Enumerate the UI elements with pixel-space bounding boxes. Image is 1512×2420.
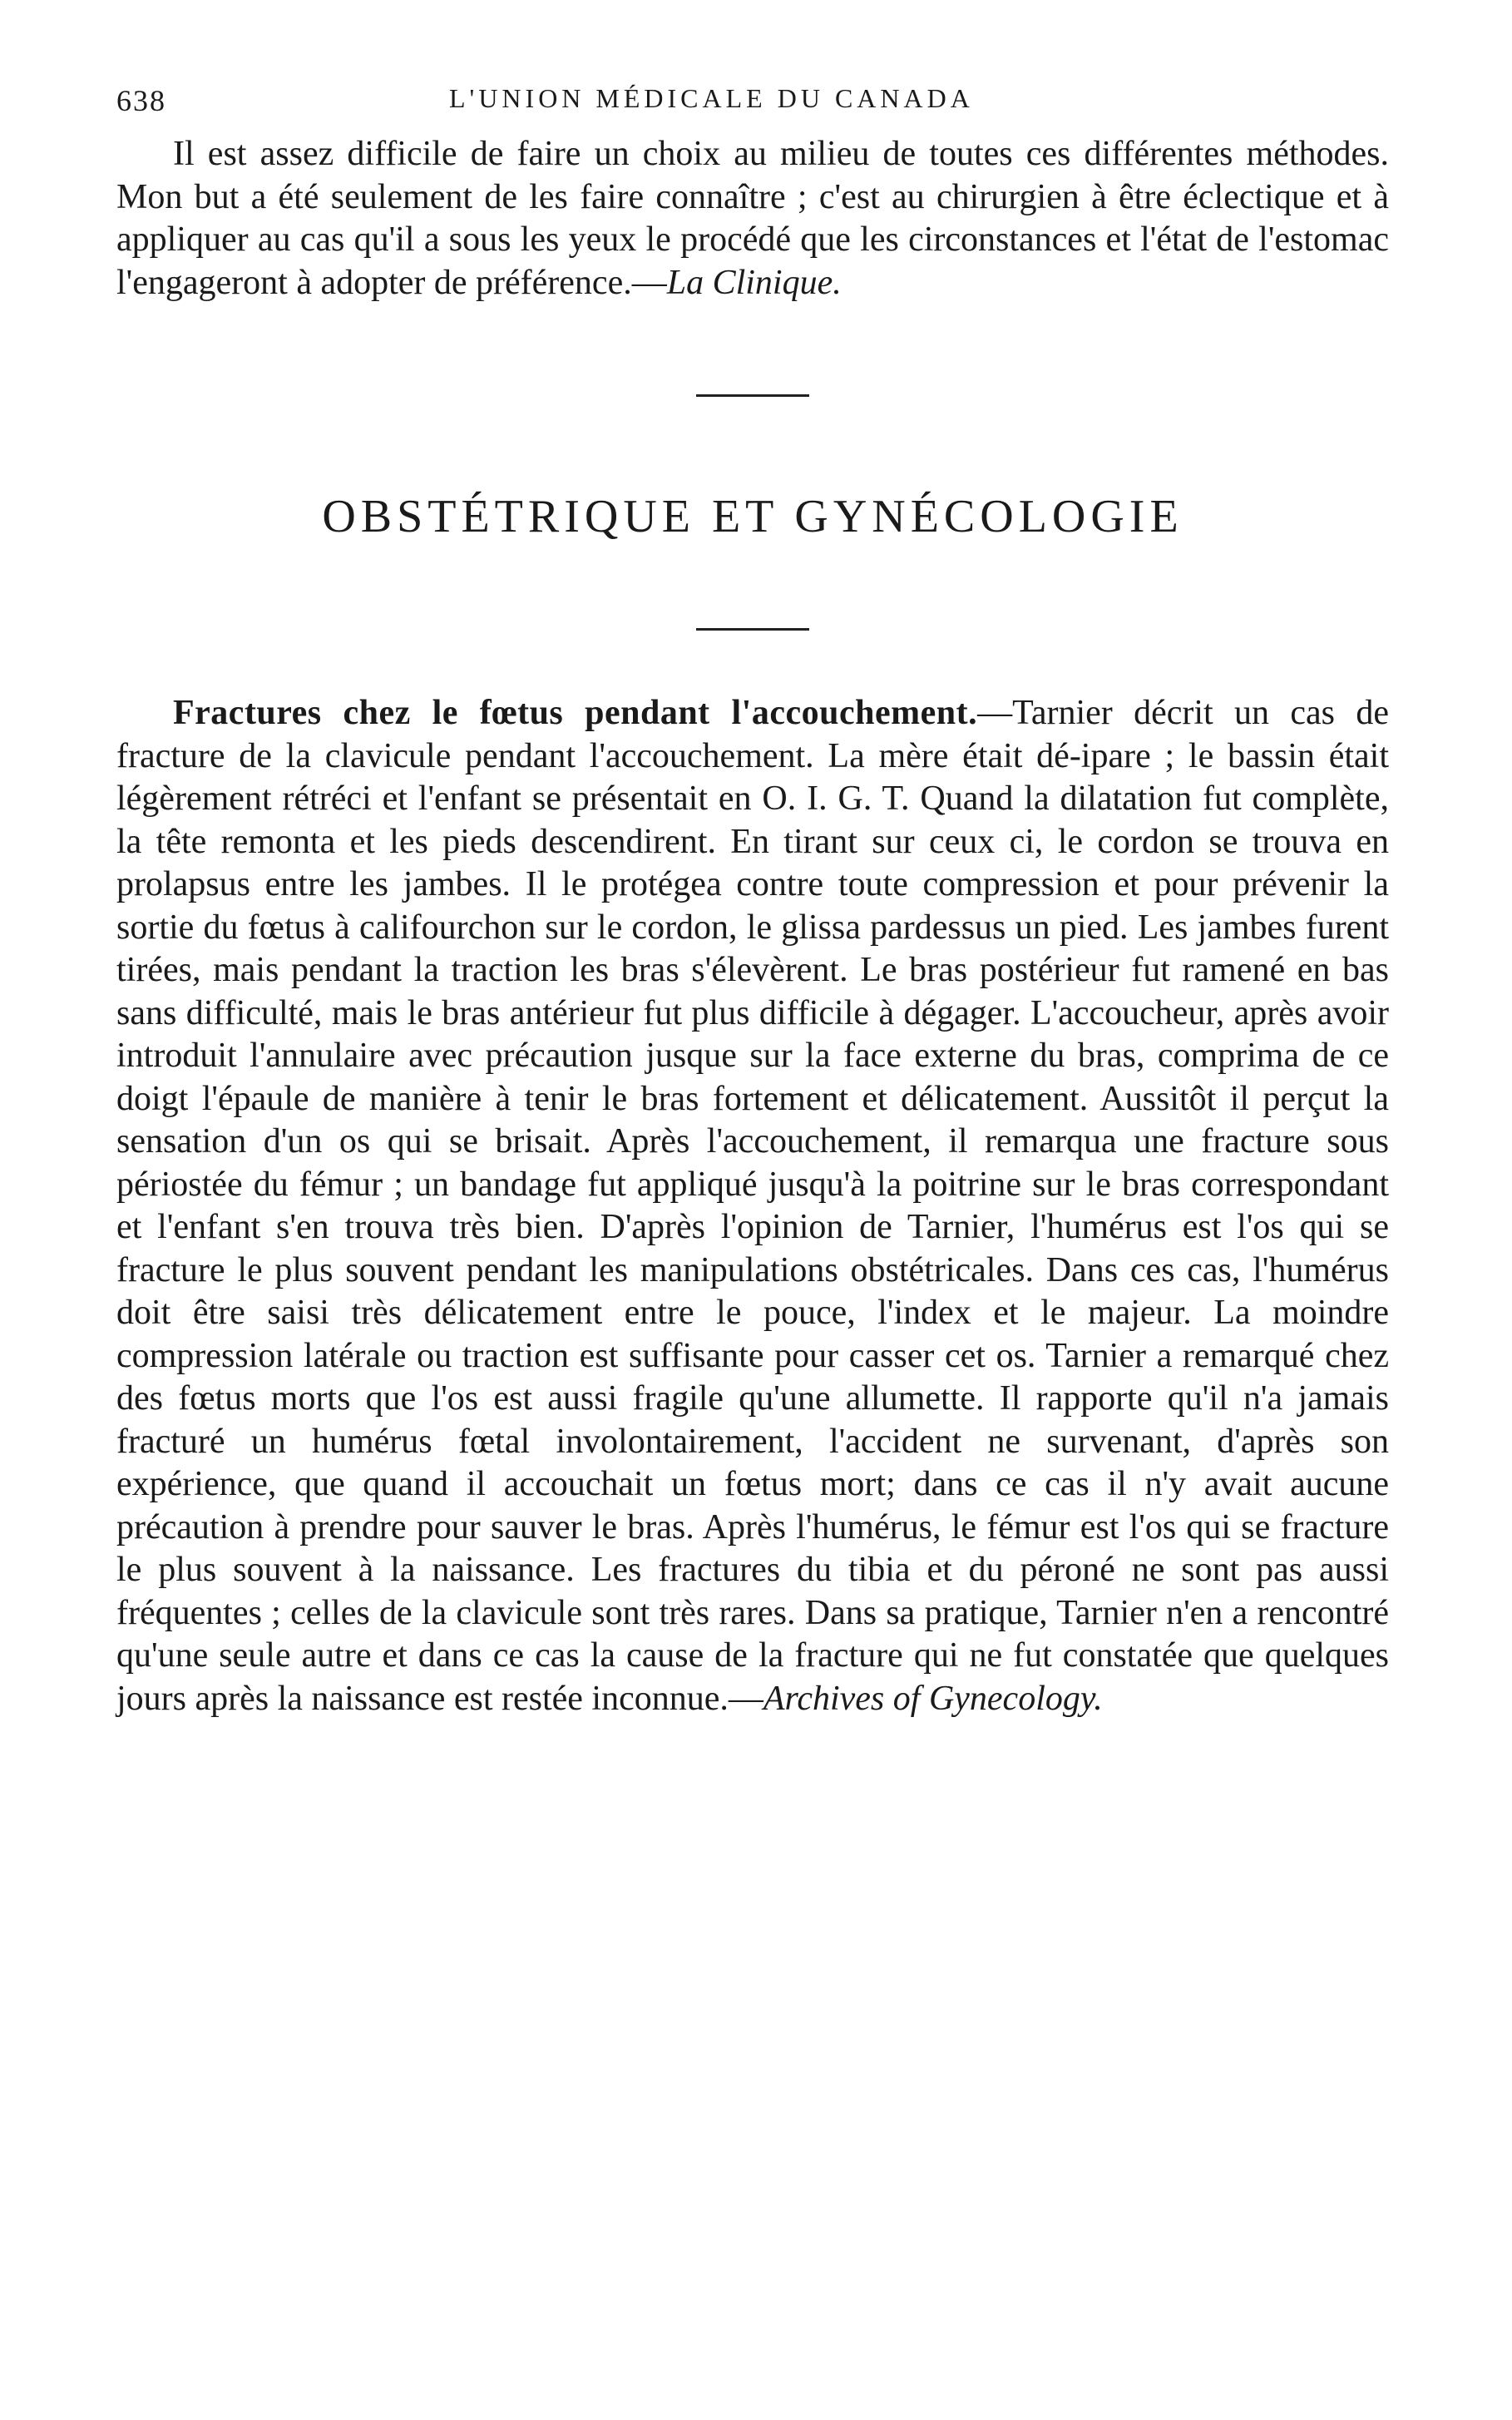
section-rule-bottom (696, 628, 809, 631)
page (116, 83, 1389, 1720)
article-title: Fractures chez le fœtus pendant l'accouchement. (173, 694, 978, 732)
running-head (116, 83, 1389, 133)
intro-source-citation: La Clinique. (666, 263, 842, 302)
intro-paragraph-text: Il est assez difficile de faire un choix au milieu de toutes ces différentes méthodes. Mon but a été seulement de les faire connaître ; c'est au chirurgien à être éclectique et à appliquer au cas qu'il a sous les yeux le procédé que les circonstances et l'état de l'estomac l'engageront à adopter de préférence.— (116, 135, 1389, 302)
section-heading: OBSTÉTRIQUE ET GYNÉCOLOGIE (322, 491, 1183, 542)
intro-paragraph (116, 133, 1389, 304)
section-rule-top (696, 394, 809, 397)
article-text: —Tarnier décrit un cas de fracture de la clavicule pendant l'accouchement. La mère était dé-ipare ; le bassin était légèrement rétréci et l'enfant se présentait en O. I. G. T. Quand la dilatation fut complète, la tête remonta et les pieds descendirent. En tirant sur ceux ci, le cordon se trouva en prolapsus entre les jambes. Il le protégea contre toute compression et pour prévenir la sortie du fœtus à califourchon sur le cordon, le glissa pardessus un pied. Les jambes furent tirées, mais pendant la traction les bras s'élevèrent. Le bras postérieur fut ramené en bas sans difficulté, mais le bras antérieur fut plus difficile à dégager. L'accoucheur, après avoir introduit l'annulaire avec précaution jusque sur la face externe du bras, comprima de ce doigt l'épaule de manière à tenir le bras fortement et délicatement. Aussitôt il perçut la sensation d'un os qui se brisait. Après l'accouchement, il remarqua une fracture sous périostée du fémur ; un bandage fut appliqué jusqu'à la poitrine sur le bras correspondant et l'enfant s'en trouva très bien. D'après l'opinion de Tarnier, l'humérus est l'os qui se fracture le plus souvent pendant les manipulations obstétricales. Dans ces cas, l'humérus doit être saisi très délicatement entre le pouce, l'index et le majeur. La moindre compression latérale ou traction est suffisante pour casser cet os. Tarnier a remarqué chez des fœtus morts que l'os est aussi fragile qu'une allumette. Il rapporte qu'il n'a jamais fracturé un humérus fœtal involontairement, l'accident ne survenant, d'après son expérience, que quand il accouchait un fœtus mort; dans ce cas il n'y avait aucune précaution à prendre pour sauver le bras. Après l'humérus, le fémur est l'os qui se fracture le plus souvent à la naissance. Les fractures du tibia et du péroné ne sont pas aussi fréquentes ; celles de la clavicule sont très rares. Dans sa pratique, Tarnier n'en a rencontré qu'une seule autre et dans ce cas la cause de la fracture qui ne fut constatée que quelques jours après la naissance est restée inconnue.— (116, 694, 1389, 1718)
article-paragraph (116, 692, 1389, 1720)
article-source-citation: Archives of Gynecology. (763, 1679, 1103, 1718)
journal-title: L'UNION MÉDICALE DU CANADA (449, 83, 974, 113)
page-number: 638 (116, 84, 166, 117)
